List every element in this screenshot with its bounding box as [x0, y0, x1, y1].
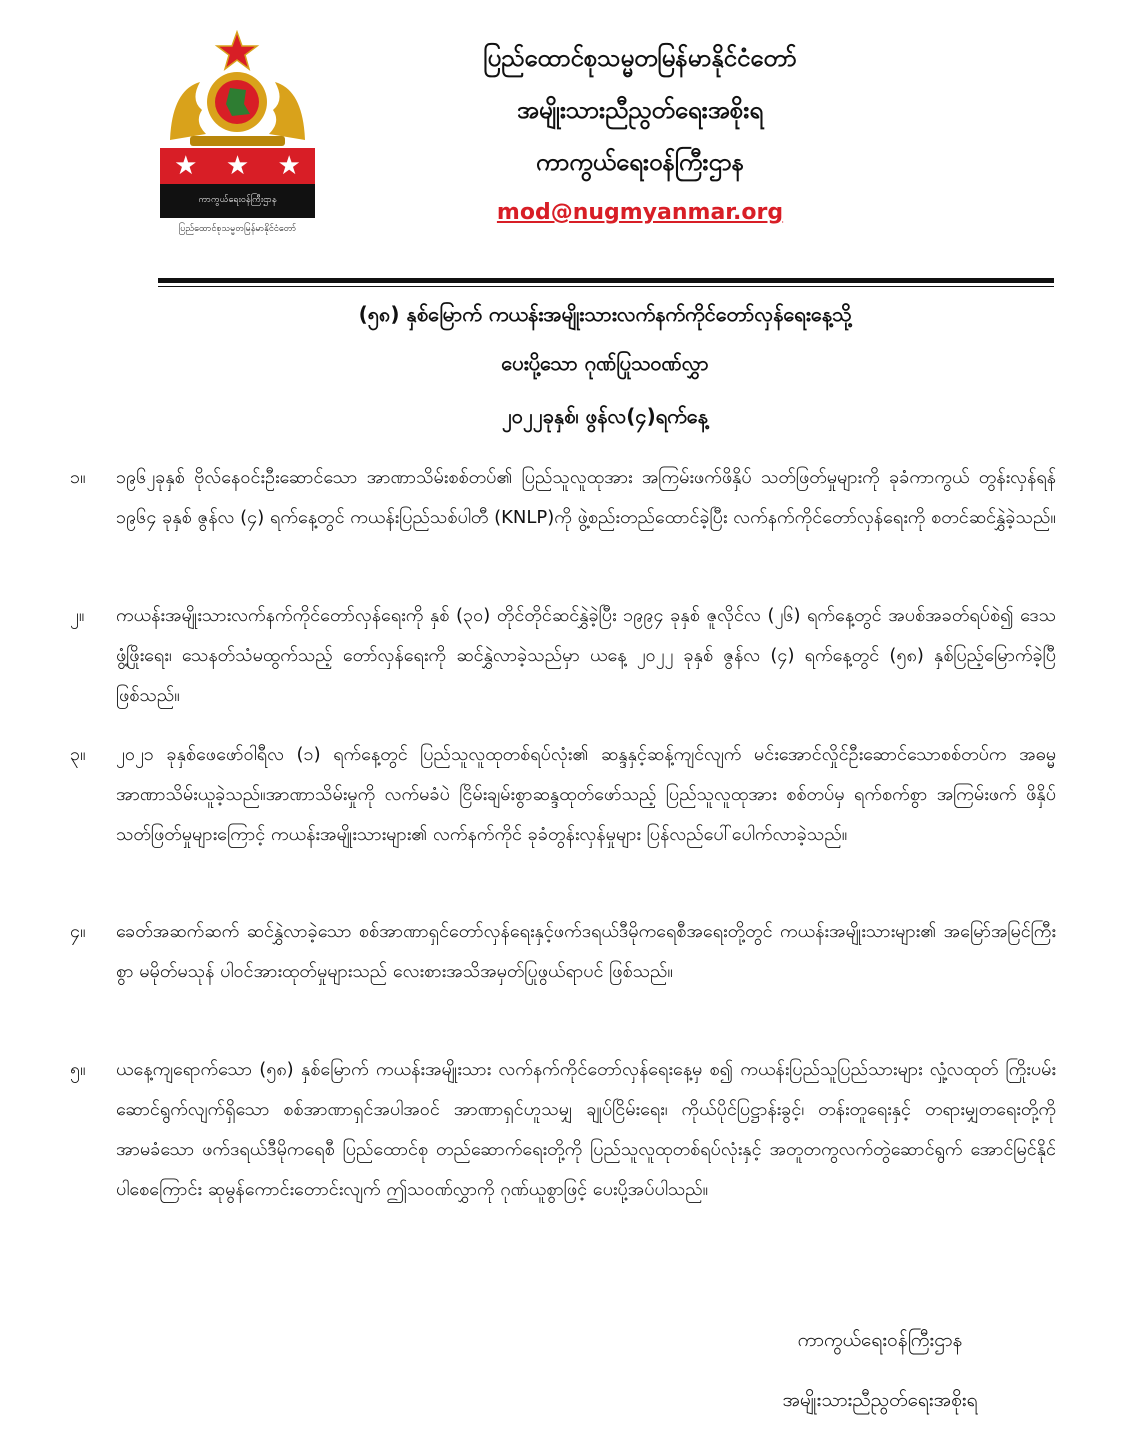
ministry-logo [150, 30, 325, 240]
signature-government: အမျိုးသားညီညွတ်ရေးအစိုးရ [782, 1389, 978, 1411]
document-date: ၂၀၂၂ခုနှစ်၊ ဖွန်လ(၄)ရက်နေ့ [501, 404, 708, 428]
star-icon: ★ [277, 151, 301, 181]
logo-caption: ပြည်ထောင်စုသမ္မတမြန်မာနိုင်ငံတော် [178, 224, 297, 234]
paragraph-text: ခေတ်အဆက်ဆက် ဆင်နွှဲလာခဲ့သော စစ်အာဏာရှင်တော်လှန်ရေးနှင့်ဖက်ဒရယ်ဒီမိုကရေစီအရေးတို့တွင် ကယန်းအမျိုးသားများ၏ အမြော်အမြင်ကြီးစွာ မမိုတ်မသုန် ပါဝင်အားထုတ်မှုများသည် လေးစားအသိအမှတ်ပြုဖွယ်ရာပင် ဖြစ်သည်။ [116, 921, 1056, 982]
paragraph-number: ၁။ [70, 467, 86, 488]
state-emblem-icon [160, 30, 315, 150]
header-divider [158, 278, 1054, 283]
flag-label: ကာကွယ်ရေးဝန်ကြီးဌာန [198, 195, 277, 205]
header-divider-thin [158, 286, 1054, 287]
paragraph-number: ၅။ [70, 1059, 86, 1080]
paragraph-number: ၃။ [70, 744, 86, 765]
paragraph-text: ယနေ့ကျရောက်သော (၅၈) နှစ်မြောက် ကယန်းအမျိုးသား လက်နက်ကိုင်တော်လှန်ရေးနေ့မှ စ၍ ကယန်းပြည်သူပြည်သားများ လှုံ့လထုတ် ကြိုးပမ်းဆောင်ရွက်လျက်ရှိသော စစ်အာဏာရှင်အပါအဝင် အာဏာရှင်ဟူသမျှ ချုပ်ငြိမ်းရေး၊ ကိုယ်ပိုင်ပြဋ္ဌာန်းခွင့်၊ တန်းတူရေးနှင့် တရားမျှတရေးတို့ကို အာမခံသော ဖက်ဒရယ်ဒီမိုကရေစီ ပြည်ထောင်စု တည်ဆောက်ရေးတို့ကို ပြည်သူလူထုတစ်ရပ်လုံးနှင့် အတူတကွလက်တွဲဆောင်ရွက် အောင်မြင်နိုင်ပါစေကြောင်း ဆုမွန်ကောင်းတောင်းလျက် ဤသဝဏ်လွှာကို ဂုဏ်ယူစွာဖြင့် ပေးပို့အပ်ပါသည်။ [116, 1059, 1056, 1200]
star-icon: ★ [174, 151, 198, 181]
star-icon: ★ [225, 151, 250, 181]
email-link[interactable]: mod@nugmyanmar.org [496, 200, 784, 225]
signature-ministry: ကာကွယ်ရေးဝန်ကြီးဌာန [797, 1329, 963, 1351]
org-line-2: အမျိုးသားညီညွတ်ရေးအစိုးရ [516, 96, 764, 124]
document-title: (၅၈) နှစ်မြောက် ကယန်းအမျိုးသားလက်နက်ကိုင်တော်လှန်ရေးနေ့သို့ [358, 302, 852, 326]
ministry-flag [160, 148, 315, 218]
paragraph-text: ၂၀၂၁ ခုနှစ်ဖေဖော်ဝါရီလ (၁) ရက်နေ့တွင် ပြည်သူလူထုတစ်ရပ်လုံး၏ ဆန္ဒနှင့်ဆန့်ကျင်လျက် မင်းအောင်လှိုင်ဦးဆောင်သောစစ်တပ်က အဓမ္မအာဏာသိမ်းယူခဲ့သည်။အာဏာသိမ်းမှုကို လက်မခံပဲ ငြိမ်းချမ်းစွာဆန္ဒထုတ်ဖော်သည့် ပြည်သူလူထုအား စစ်တပ်မှ ရက်စက်စွာ အကြမ်းဖက် ဖိနှိပ်သတ်ဖြတ်မှုများကြောင့် ကယန်းအမျိုးသားများ၏ လက်နက်ကိုင် ခုခံတွန်းလှန်မှုများ ပြန်လည်ပေါ်ပေါက်လာခဲ့သည်။ [116, 744, 1056, 845]
flag-stars [160, 148, 315, 184]
paragraph-number: ၂။ [70, 605, 85, 626]
paragraph-number: ၄။ [70, 921, 86, 942]
document-subtitle: ပေးပို့သော ဂုဏ်ပြုသဝဏ်လွှာ [501, 351, 709, 375]
paragraph-text: ကယန်းအမျိုးသားလက်နက်ကိုင်တော်လှန်ရေးကို နှစ် (၃၀) တိုင်တိုင်ဆင်နွှဲခဲ့ပြီး ၁၉၉၄ ခုနှစ် ဇူလိုင်လ (၂၆) ရက်နေ့တွင် အပစ်အခတ်ရပ်စဲ၍ ဒေသဖွံ့ဖြိုးရေး၊ သေနတ်သံမထွက်သည့် တော်လှန်ရေးကို ဆင်နွှဲလာခဲ့သည်မှာ ယနေ့ ၂၀၂၂ ခုနှစ် ဇွန်လ (၄) ရက်နေ့တွင် (၅၈) နှစ်ပြည့်မြောက်ခဲ့ပြီဖြစ်သည်။ [116, 605, 1056, 706]
paragraph-text: ၁၉၆၂ခုနှစ် ဗိုလ်နေဝင်းဦးဆောင်သော အာဏာသိမ်းစစ်တပ်၏ ပြည်သူလူထုအား အကြမ်းဖက်ဖိနှိပ် သတ်ဖြတ်မှုများကို ခုခံကာကွယ် တွန်းလှန်ရန် ၁၉၆၄ ခုနှစ် ဇွန်လ (၄) ရက်နေ့တွင် ကယန်းပြည်သစ်ပါတီ (KNLP)ကို ဖွဲ့စည်းတည်ထောင်ခဲ့ပြီး လက်နက်ကိုင်တော်လှန်ရေးကို စတင်ဆင်နွှဲခဲ့သည်။ [116, 467, 1056, 528]
org-line-1: ပြည်ထောင်စုသမ္မတမြန်မာနိုင်ငံတော် [483, 44, 797, 72]
org-line-3: ကာကွယ်ရေးဝန်ကြီးဌာန [535, 148, 745, 176]
